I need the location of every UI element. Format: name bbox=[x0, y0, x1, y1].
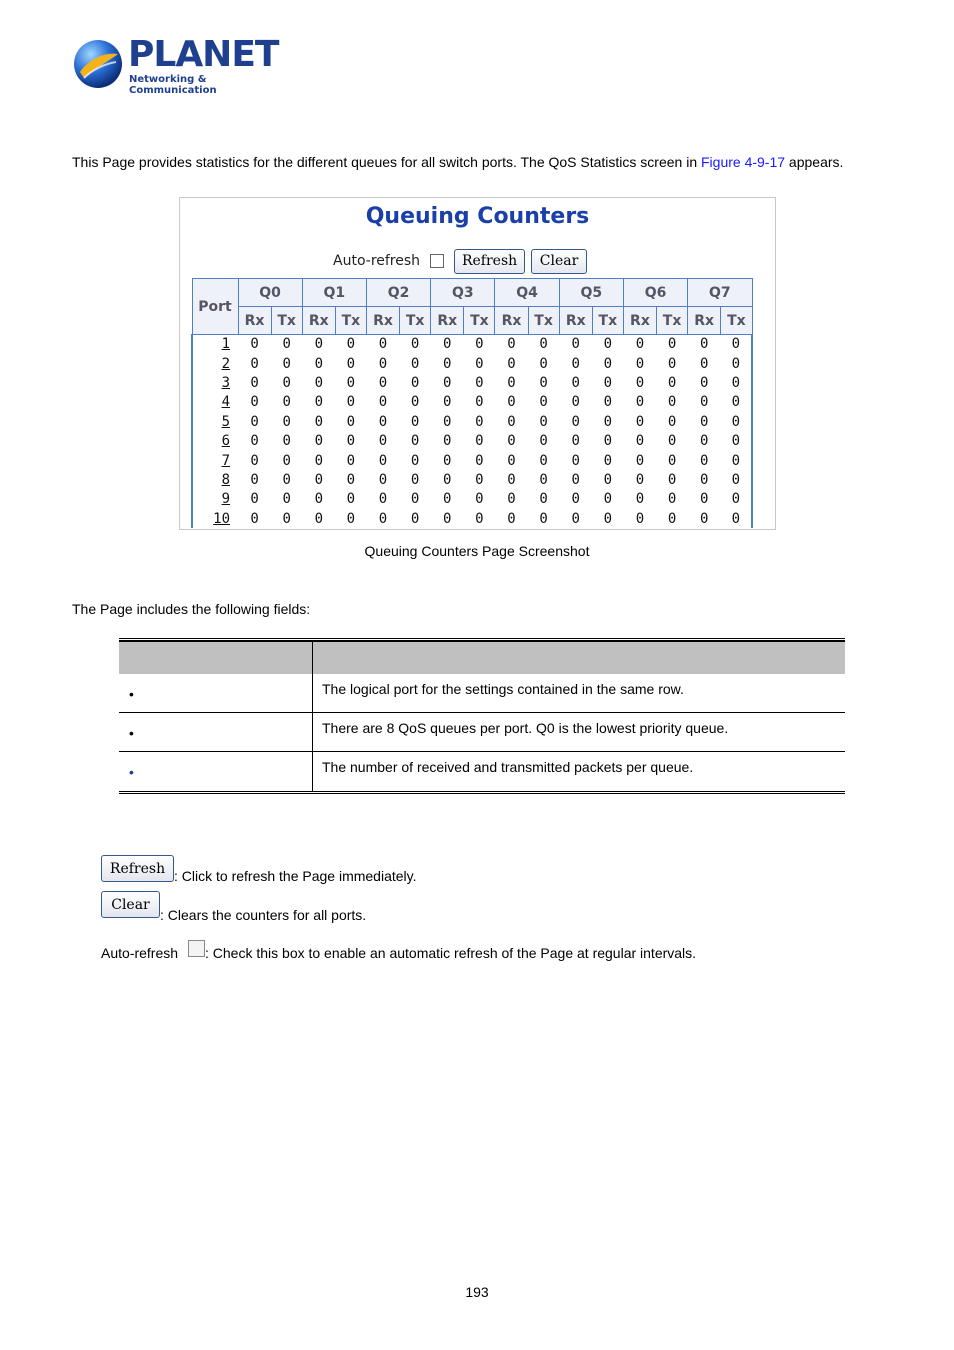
counter-cell: 0 bbox=[699, 510, 709, 527]
counter-cell: 0 bbox=[539, 355, 548, 372]
counter-cell: 0 bbox=[603, 374, 613, 391]
counter-cell: 0 bbox=[346, 374, 356, 391]
counter-cell: 0 bbox=[443, 336, 452, 353]
tx-header: Tx bbox=[400, 307, 431, 335]
counter-cell: 0 bbox=[443, 413, 452, 430]
bullet-icon: • bbox=[129, 764, 134, 780]
counter-cell: 0 bbox=[250, 355, 259, 372]
counter-cell: 0 bbox=[667, 452, 677, 469]
counter-cell: 0 bbox=[571, 510, 580, 527]
queuing-counters-table bbox=[191, 278, 753, 528]
counter-cell: 0 bbox=[507, 336, 516, 353]
counter-cell: 0 bbox=[571, 491, 580, 508]
table-row bbox=[119, 713, 845, 752]
counter-cell: 0 bbox=[507, 374, 516, 391]
counter-cell: 0 bbox=[346, 471, 356, 488]
rx-header: Rx bbox=[238, 307, 271, 335]
counter-cell: 0 bbox=[250, 374, 259, 391]
counter-cell: 0 bbox=[314, 413, 323, 430]
counter-cell: 0 bbox=[699, 433, 709, 450]
port-link[interactable]: 8 bbox=[192, 470, 238, 489]
logo-tagline: Networking & Communication bbox=[129, 74, 217, 96]
fields-intro: The Page includes the following fields: bbox=[72, 601, 311, 617]
bullet-icon: • bbox=[129, 725, 134, 741]
port-link[interactable]: 5 bbox=[192, 412, 238, 431]
counter-cell: 0 bbox=[346, 433, 356, 450]
counter-cell: 0 bbox=[314, 510, 323, 527]
counter-cell: 0 bbox=[250, 394, 259, 411]
counter-cell: 0 bbox=[635, 336, 645, 353]
counter-cell: 0 bbox=[699, 452, 709, 469]
tx-header: Tx bbox=[592, 307, 623, 335]
counter-cell: 0 bbox=[346, 355, 356, 372]
counter-cell: 0 bbox=[250, 433, 259, 450]
port-link[interactable]: 10 bbox=[192, 509, 238, 528]
counter-cell: 0 bbox=[635, 413, 645, 430]
counter-cell: 0 bbox=[667, 433, 677, 450]
counter-cell: 0 bbox=[635, 374, 645, 391]
refresh-help-text: : Click to refresh the Page immediately. bbox=[174, 868, 417, 884]
counter-cell: 0 bbox=[410, 336, 420, 353]
page-number: 193 bbox=[465, 1284, 489, 1300]
counter-cell: 0 bbox=[539, 510, 548, 527]
counter-cell: 0 bbox=[346, 336, 356, 353]
queue-header-q5: Q5 bbox=[559, 279, 623, 307]
counter-cell: 0 bbox=[721, 509, 752, 528]
port-link[interactable]: 1 bbox=[192, 335, 238, 354]
queue-header-q0: Q0 bbox=[238, 279, 302, 307]
counter-cell: 0 bbox=[378, 471, 388, 488]
rx-header: Rx bbox=[495, 307, 528, 335]
counter-cell: 0 bbox=[346, 452, 356, 469]
counter-cell: 0 bbox=[507, 471, 516, 488]
counter-cell: 0 bbox=[282, 355, 291, 372]
counter-cell: 0 bbox=[346, 491, 356, 508]
page-title: Queuing Counters bbox=[365, 204, 590, 229]
counter-cell: 0 bbox=[571, 336, 580, 353]
counter-cell: 0 bbox=[378, 413, 388, 430]
tx-header: Tx bbox=[721, 307, 752, 335]
tx-header: Tx bbox=[657, 307, 688, 335]
counter-cell: 0 bbox=[699, 491, 709, 508]
counter-cell: 0 bbox=[571, 355, 580, 372]
counter-cell: 0 bbox=[667, 374, 677, 391]
counter-cell: 0 bbox=[314, 355, 323, 372]
counter-cell: 0 bbox=[282, 452, 291, 469]
counter-cell: 0 bbox=[475, 433, 484, 450]
counter-cell: 0 bbox=[635, 510, 645, 527]
counter-cell: 0 bbox=[635, 394, 645, 411]
counter-cell: 0 bbox=[667, 336, 677, 353]
counter-cell: 0 bbox=[475, 413, 484, 430]
counter-cell: 0 bbox=[378, 336, 388, 353]
counter-cell: 0 bbox=[250, 336, 259, 353]
counter-cell: 0 bbox=[475, 374, 484, 391]
counter-cell: 0 bbox=[721, 335, 752, 354]
intro-paragraph bbox=[72, 153, 843, 171]
counter-cell: 0 bbox=[721, 470, 752, 489]
counter-cell: 0 bbox=[410, 413, 420, 430]
counter-cell: 0 bbox=[282, 413, 291, 430]
counter-cell: 0 bbox=[507, 491, 516, 508]
rx-header: Rx bbox=[302, 307, 335, 335]
counter-cell: 0 bbox=[539, 452, 548, 469]
counter-cell: 0 bbox=[475, 452, 484, 469]
port-header: Port bbox=[192, 279, 238, 335]
counter-cell: 0 bbox=[603, 394, 613, 411]
tx-header: Tx bbox=[271, 307, 302, 335]
counter-cell: 0 bbox=[378, 355, 388, 372]
counter-cell: 0 bbox=[378, 452, 388, 469]
counter-cell: 0 bbox=[539, 433, 548, 450]
rx-header: Rx bbox=[431, 307, 464, 335]
counter-cell: 0 bbox=[282, 394, 291, 411]
counter-cell: 0 bbox=[699, 413, 709, 430]
counter-cell: 0 bbox=[378, 491, 388, 508]
counter-cell: 0 bbox=[250, 510, 259, 527]
tx-header: Tx bbox=[464, 307, 495, 335]
counter-cell: 0 bbox=[410, 452, 420, 469]
counter-cell: 0 bbox=[282, 433, 291, 450]
counter-cell: 0 bbox=[603, 452, 613, 469]
table-row bbox=[192, 509, 752, 528]
counter-cell: 0 bbox=[699, 336, 709, 353]
port-link[interactable]: 3 bbox=[192, 373, 238, 392]
counter-cell: 0 bbox=[475, 394, 484, 411]
field-description: The logical port for the settings contained in the same row. bbox=[322, 681, 684, 697]
counter-cell: 0 bbox=[282, 336, 291, 353]
counter-cell: 0 bbox=[443, 471, 452, 488]
auto-refresh-checkbox[interactable] bbox=[430, 254, 444, 268]
counter-cell: 0 bbox=[571, 471, 580, 488]
counter-cell: 0 bbox=[250, 471, 259, 488]
queue-header-q6: Q6 bbox=[623, 279, 687, 307]
counter-cell: 0 bbox=[699, 355, 709, 372]
counter-cell: 0 bbox=[635, 452, 645, 469]
port-link[interactable]: 6 bbox=[192, 431, 238, 450]
counter-cell: 0 bbox=[571, 413, 580, 430]
header-description bbox=[313, 642, 845, 674]
counter-cell: 0 bbox=[667, 510, 677, 527]
counter-cell: 0 bbox=[571, 394, 580, 411]
auto-refresh-label: Auto-refresh bbox=[333, 253, 421, 269]
field-description: There are 8 QoS queues per port. Q0 is the lowest priority queue. bbox=[322, 720, 729, 736]
counter-cell: 0 bbox=[699, 374, 709, 391]
counter-cell: 0 bbox=[378, 433, 388, 450]
counter-cell: 0 bbox=[410, 355, 420, 372]
counter-cell: 0 bbox=[603, 510, 613, 527]
counter-cell: 0 bbox=[507, 413, 516, 430]
tx-header: Tx bbox=[335, 307, 366, 335]
figure-link[interactable]: Figure 4-9-17 bbox=[701, 154, 786, 170]
counter-cell: 0 bbox=[443, 394, 452, 411]
counter-cell: 0 bbox=[475, 336, 484, 353]
counter-cell: 0 bbox=[443, 452, 452, 469]
counter-cell: 0 bbox=[443, 491, 452, 508]
table-row bbox=[192, 393, 752, 412]
counter-cell: 0 bbox=[314, 394, 323, 411]
table-row bbox=[192, 431, 752, 450]
clear-button[interactable]: Clear bbox=[531, 249, 587, 274]
counter-cell: 0 bbox=[539, 336, 548, 353]
counter-cell: 0 bbox=[475, 510, 484, 527]
rx-header: Rx bbox=[623, 307, 656, 335]
fields-table bbox=[119, 638, 845, 794]
counter-cell: 0 bbox=[410, 510, 420, 527]
intro-text: This Page provides statistics for the different queues for all switch ports. The QoS Statistics screen in bbox=[72, 154, 701, 170]
counter-cell: 0 bbox=[603, 413, 613, 430]
counter-cell: 0 bbox=[475, 491, 484, 508]
counter-cell: 0 bbox=[410, 374, 420, 391]
counter-cell: 0 bbox=[250, 413, 259, 430]
counter-cell: 0 bbox=[699, 471, 709, 488]
counter-cell: 0 bbox=[443, 433, 452, 450]
counter-cell: 0 bbox=[603, 336, 613, 353]
counter-cell: 0 bbox=[539, 394, 548, 411]
counter-cell: 0 bbox=[507, 394, 516, 411]
counter-cell: 0 bbox=[721, 393, 752, 412]
queue-header-q3: Q3 bbox=[431, 279, 495, 307]
counter-cell: 0 bbox=[443, 374, 452, 391]
refresh-button[interactable]: Refresh bbox=[454, 249, 525, 274]
counter-cell: 0 bbox=[410, 394, 420, 411]
auto-refresh-checkbox-sample[interactable] bbox=[188, 940, 205, 957]
auto-refresh-help-text: : Check this box to enable an automatic refresh of the Page at regular intervals. bbox=[205, 945, 697, 961]
counter-cell: 0 bbox=[314, 433, 323, 450]
bullet-icon: • bbox=[129, 686, 134, 702]
counter-cell: 0 bbox=[250, 491, 259, 508]
counter-cell: 0 bbox=[314, 491, 323, 508]
counter-cell: 0 bbox=[378, 374, 388, 391]
rx-header: Rx bbox=[559, 307, 592, 335]
table-row bbox=[192, 373, 752, 392]
table-row bbox=[192, 470, 752, 489]
table-row bbox=[119, 674, 845, 713]
clear-button-sample[interactable]: Clear bbox=[101, 891, 160, 918]
table-row bbox=[192, 335, 752, 354]
rx-header: Rx bbox=[366, 307, 399, 335]
controls-bar bbox=[333, 248, 593, 274]
counter-cell: 0 bbox=[721, 354, 752, 373]
counter-cell: 0 bbox=[667, 491, 677, 508]
counter-cell: 0 bbox=[635, 491, 645, 508]
counter-cell: 0 bbox=[378, 510, 388, 527]
counter-cell: 0 bbox=[539, 471, 548, 488]
counter-cell: 0 bbox=[250, 452, 259, 469]
counter-cell: 0 bbox=[507, 433, 516, 450]
counter-cell: 0 bbox=[667, 355, 677, 372]
counter-cell: 0 bbox=[721, 373, 752, 392]
counter-cell: 0 bbox=[475, 471, 484, 488]
counter-cell: 0 bbox=[603, 355, 613, 372]
port-link[interactable]: 4 bbox=[192, 393, 238, 412]
counter-cell: 0 bbox=[571, 374, 580, 391]
port-link[interactable]: 7 bbox=[192, 451, 238, 470]
counter-cell: 0 bbox=[282, 374, 291, 391]
counter-cell: 0 bbox=[721, 412, 752, 431]
field-description: The number of received and transmitted packets per queue. bbox=[322, 759, 694, 775]
counter-cell: 0 bbox=[571, 452, 580, 469]
counter-cell: 0 bbox=[314, 471, 323, 488]
fields-table-header bbox=[119, 641, 845, 674]
counter-cell: 0 bbox=[443, 355, 452, 372]
rx-header: Rx bbox=[688, 307, 721, 335]
counter-cell: 0 bbox=[721, 431, 752, 450]
counter-cell: 0 bbox=[443, 510, 452, 527]
counter-cell: 0 bbox=[539, 491, 548, 508]
auto-refresh-help-label: Auto-refresh bbox=[101, 945, 179, 961]
header-object bbox=[119, 642, 313, 674]
counter-cell: 0 bbox=[507, 452, 516, 469]
table-row bbox=[192, 451, 752, 470]
counter-cell: 0 bbox=[603, 491, 613, 508]
counter-cell: 0 bbox=[603, 433, 613, 450]
counter-cell: 0 bbox=[282, 491, 291, 508]
figure-caption: Queuing Counters Page Screenshot bbox=[364, 543, 590, 559]
counter-cell: 0 bbox=[346, 394, 356, 411]
queue-header-q2: Q2 bbox=[366, 279, 430, 307]
counter-cell: 0 bbox=[667, 413, 677, 430]
queue-header-q4: Q4 bbox=[495, 279, 559, 307]
counter-cell: 0 bbox=[507, 355, 516, 372]
counter-cell: 0 bbox=[667, 394, 677, 411]
port-link[interactable]: 9 bbox=[192, 490, 238, 509]
counter-cell: 0 bbox=[603, 471, 613, 488]
table-row bbox=[192, 412, 752, 431]
counter-cell: 0 bbox=[410, 471, 420, 488]
tx-header: Tx bbox=[528, 307, 559, 335]
counter-cell: 0 bbox=[475, 355, 484, 372]
queuing-counters-screenshot bbox=[179, 197, 776, 530]
table-row bbox=[119, 752, 845, 794]
clear-help-text: : Clears the counters for all ports. bbox=[160, 907, 367, 923]
counter-cell: 0 bbox=[699, 394, 709, 411]
counter-cell: 0 bbox=[378, 394, 388, 411]
counter-cell: 0 bbox=[410, 491, 420, 508]
planet-logo bbox=[72, 34, 279, 96]
counter-cell: 0 bbox=[282, 471, 291, 488]
counter-cell: 0 bbox=[282, 510, 291, 527]
counter-cell: 0 bbox=[721, 490, 752, 509]
counter-cell: 0 bbox=[635, 355, 645, 372]
counter-cell: 0 bbox=[314, 374, 323, 391]
counter-cell: 0 bbox=[539, 374, 548, 391]
queue-header-q7: Q7 bbox=[688, 279, 752, 307]
counter-cell: 0 bbox=[539, 413, 548, 430]
counter-cell: 0 bbox=[635, 471, 645, 488]
table-row bbox=[192, 354, 752, 373]
counter-cell: 0 bbox=[635, 433, 645, 450]
table-row bbox=[192, 490, 752, 509]
counter-cell: 0 bbox=[667, 471, 677, 488]
counter-cell: 0 bbox=[314, 452, 323, 469]
intro-text-end: appears. bbox=[785, 154, 844, 170]
counter-cell: 0 bbox=[410, 433, 420, 450]
counter-cell: 0 bbox=[571, 433, 580, 450]
counter-cell: 0 bbox=[346, 413, 356, 430]
queue-header-q1: Q1 bbox=[302, 279, 366, 307]
counter-cell: 0 bbox=[346, 510, 356, 527]
refresh-button-sample[interactable]: Refresh bbox=[101, 855, 174, 882]
port-link[interactable]: 2 bbox=[192, 354, 238, 373]
counter-cell: 0 bbox=[721, 451, 752, 470]
counter-cell: 0 bbox=[314, 336, 323, 353]
logo-wordmark: PLANET bbox=[128, 34, 279, 75]
counter-cell: 0 bbox=[507, 510, 516, 527]
globe-icon bbox=[72, 38, 124, 90]
